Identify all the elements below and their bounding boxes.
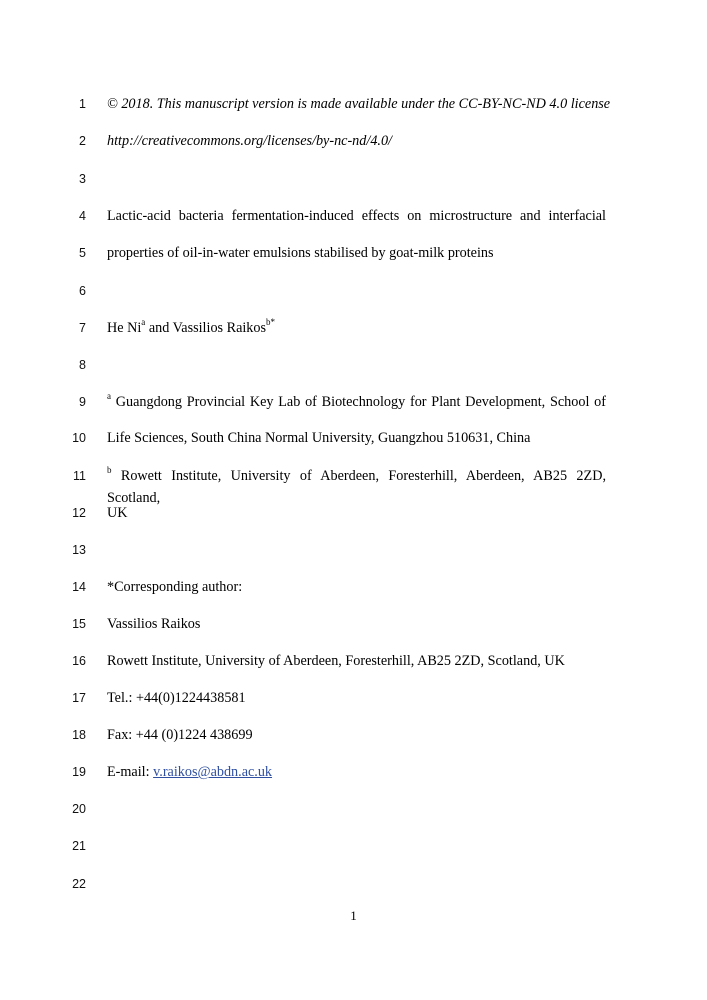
fax: Fax: +44 (0)1224 438699 xyxy=(107,727,253,743)
affiliation-b-line-2: UK xyxy=(107,505,128,521)
line-15 xyxy=(0,613,707,635)
line-number: 11 xyxy=(73,469,86,483)
corresponding-author-name: Vassilios Raikos xyxy=(107,616,201,632)
email-line xyxy=(107,761,606,783)
line-number: 1 xyxy=(79,97,86,111)
line-number: 5 xyxy=(79,246,86,260)
line-4 xyxy=(0,205,707,227)
line-17 xyxy=(0,687,707,709)
line-number: 18 xyxy=(72,728,86,742)
affiliation-b-mark: b xyxy=(107,465,112,476)
line-number: 21 xyxy=(72,839,86,853)
email-label: E-mail: xyxy=(107,764,154,780)
line-11 xyxy=(0,465,707,506)
line-number: 16 xyxy=(72,654,86,668)
line-number: 6 xyxy=(79,284,86,298)
line-number: 10 xyxy=(72,431,86,445)
line-1 xyxy=(0,93,707,115)
license-url[interactable]: http://creativecommons.org/licenses/by-nc-nd/4.0/ xyxy=(107,133,392,149)
line-number: 20 xyxy=(72,802,86,816)
author-1-affiliation-mark: a xyxy=(141,317,146,328)
author-1: He Ni xyxy=(107,320,142,336)
line-number: 19 xyxy=(72,765,86,779)
title-line-1: Lactic-acid bacteria fermentation-induced effects on microstructure and interfacial xyxy=(107,208,606,224)
affiliation-a-mark: a xyxy=(107,391,111,402)
line-number: 8 xyxy=(79,358,86,372)
corresponding-author-address: Rowett Institute, University of Aberdeen, Foresterhill, AB25 2ZD, Scotland, UK xyxy=(107,653,565,669)
line-20 xyxy=(0,798,707,820)
line-7 xyxy=(0,317,707,339)
line-number: 3 xyxy=(79,172,86,186)
line-number: 4 xyxy=(79,209,86,223)
line-3 xyxy=(0,168,707,190)
line-6 xyxy=(0,280,707,302)
telephone: Tel.: +44(0)1224438581 xyxy=(107,690,246,706)
affiliation-b-text: Rowett Institute, University of Aberdeen, Foresterhill, Aberdeen, AB25 2ZD, Scotland, xyxy=(107,468,606,506)
line-21 xyxy=(0,835,707,857)
line-12 xyxy=(0,502,707,524)
title-line-2: properties of oil-in-water emulsions stabilised by goat-milk proteins xyxy=(107,245,494,261)
email-link[interactable]: v.raikos@abdn.ac.uk xyxy=(153,764,273,780)
author-2: and Vassilios Raikos xyxy=(145,320,267,336)
line-16 xyxy=(0,650,707,672)
line-2 xyxy=(0,130,707,152)
line-number: 22 xyxy=(72,877,86,891)
page-number: 1 xyxy=(350,908,357,923)
copyright-notice: © 2018. This manuscript version is made available under the CC-BY-NC-ND 4.0 license xyxy=(107,96,611,112)
line-10 xyxy=(0,427,707,449)
line-number: 7 xyxy=(79,321,86,335)
line-9 xyxy=(0,391,707,413)
line-14 xyxy=(0,576,707,598)
line-13 xyxy=(0,539,707,561)
affiliation-a-line-1 xyxy=(107,391,606,413)
line-number: 2 xyxy=(79,134,86,148)
line-number: 9 xyxy=(79,395,86,409)
line-19 xyxy=(0,761,707,783)
corresponding-author-heading: *Corresponding author: xyxy=(107,579,243,595)
line-number: 15 xyxy=(72,617,86,631)
line-5 xyxy=(0,242,707,264)
line-number: 12 xyxy=(72,506,86,520)
line-22 xyxy=(0,873,707,895)
affiliation-a-line-2: Life Sciences, South China Normal University, Guangzhou 510631, China xyxy=(107,430,531,446)
author-list xyxy=(107,317,606,339)
line-8 xyxy=(0,354,707,376)
affiliation-a-text: Guangdong Provincial Key Lab of Biotechnology for Plant Development, School of xyxy=(111,394,606,410)
author-2-affiliation-mark: b* xyxy=(266,317,276,328)
line-number: 14 xyxy=(72,580,86,594)
line-number: 17 xyxy=(72,691,86,705)
line-18 xyxy=(0,724,707,746)
line-number: 13 xyxy=(72,543,86,557)
